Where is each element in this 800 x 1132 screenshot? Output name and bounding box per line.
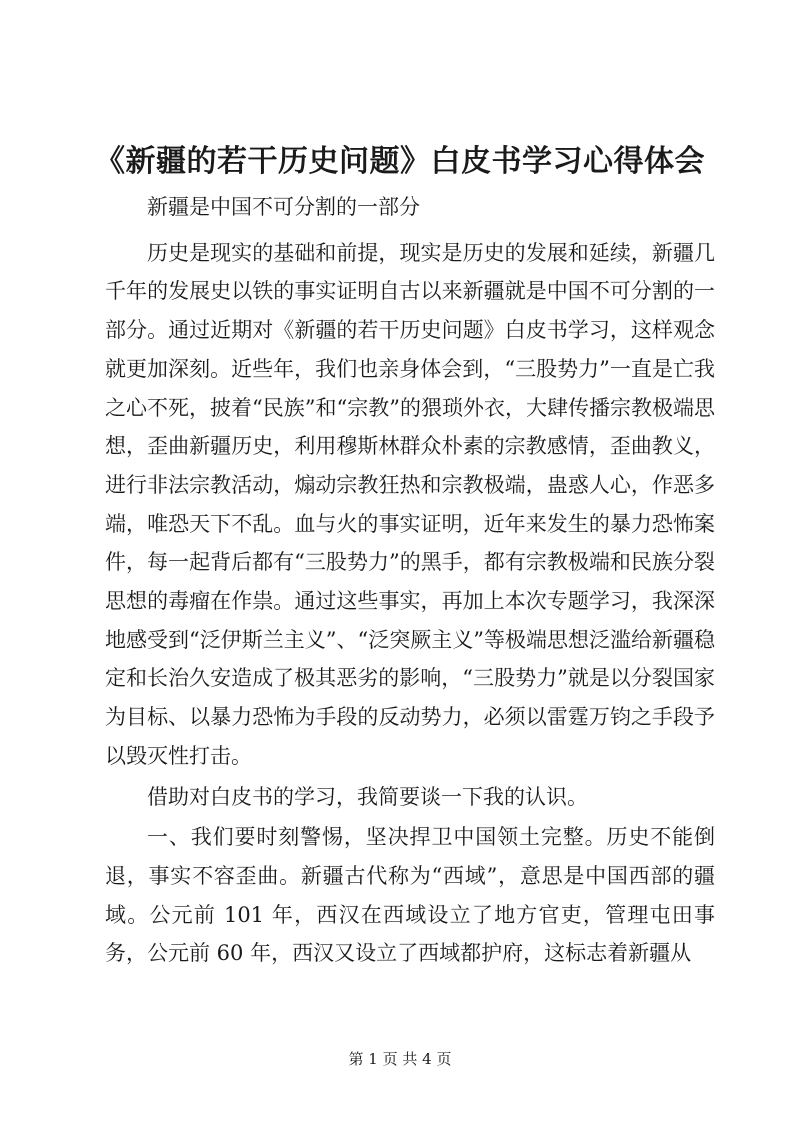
body-paragraph: 历史是现实的基础和前提，现实是历史的发展和延续，新疆几千年的发展史以铁的事实证明自古以来新疆就是中国不可分割的一部分。通过近期对《新疆的若干历史问题》白皮书学习，这样观念就更加深刻。近些年，我们也亲身体会到，“三股势力”一直是亡我之心不死，披着“民族”和“宗教”的猥琐外衣，大肆传播宗教极端思想，歪曲新疆历史，利用穆斯林群众朴素的宗教感情，歪曲教义，进行非法宗教活动，煽动宗教狂热和宗教极端，蛊惑人心，作恶多端，唯恐天下不乱。血与火的事实证明，近年来发生的暴力恐怖案件，每一起背后都有“三股势力”的黑手，都有宗教极端和民族分裂思想的毒瘤在作祟。通过这些事实，再加上本次专题学习，我深深地感受到“泛伊斯兰主义”、“泛突厥主义”等极端思想泛滥给新疆稳定和长治久安造成了极其恶劣的影响，“三股势力”就是以分裂国家为目标、以暴力恐怖为手段的反动势力，必须以雷霆万钧之手段予以毁灭性打击。 [105, 240, 715, 768]
page-footer: 第 1 页 共 4 页 [348, 1050, 452, 1068]
document-body [105, 188, 715, 973]
body-paragraph: 一、我们要时刻警惕，坚决捍卫中国领土完整。历史不能倒退，事实不容歪曲。新疆古代称为“西域”，意思是中国西部的疆域。公元前 101 年，西汉在西域设立了地方官吏，管理屯田事务，公元前 60 年，西汉又设立了西域都护府，这标志着新疆从 [105, 825, 715, 966]
body-paragraph: 借助对白皮书的学习，我简要谈一下我的认识。 [147, 784, 588, 809]
document-title: 《新疆的若干历史问题》白皮书学习心得体会 [95, 144, 705, 179]
section-heading-paragraph: 新疆是中国不可分割的一部分 [147, 195, 420, 219]
